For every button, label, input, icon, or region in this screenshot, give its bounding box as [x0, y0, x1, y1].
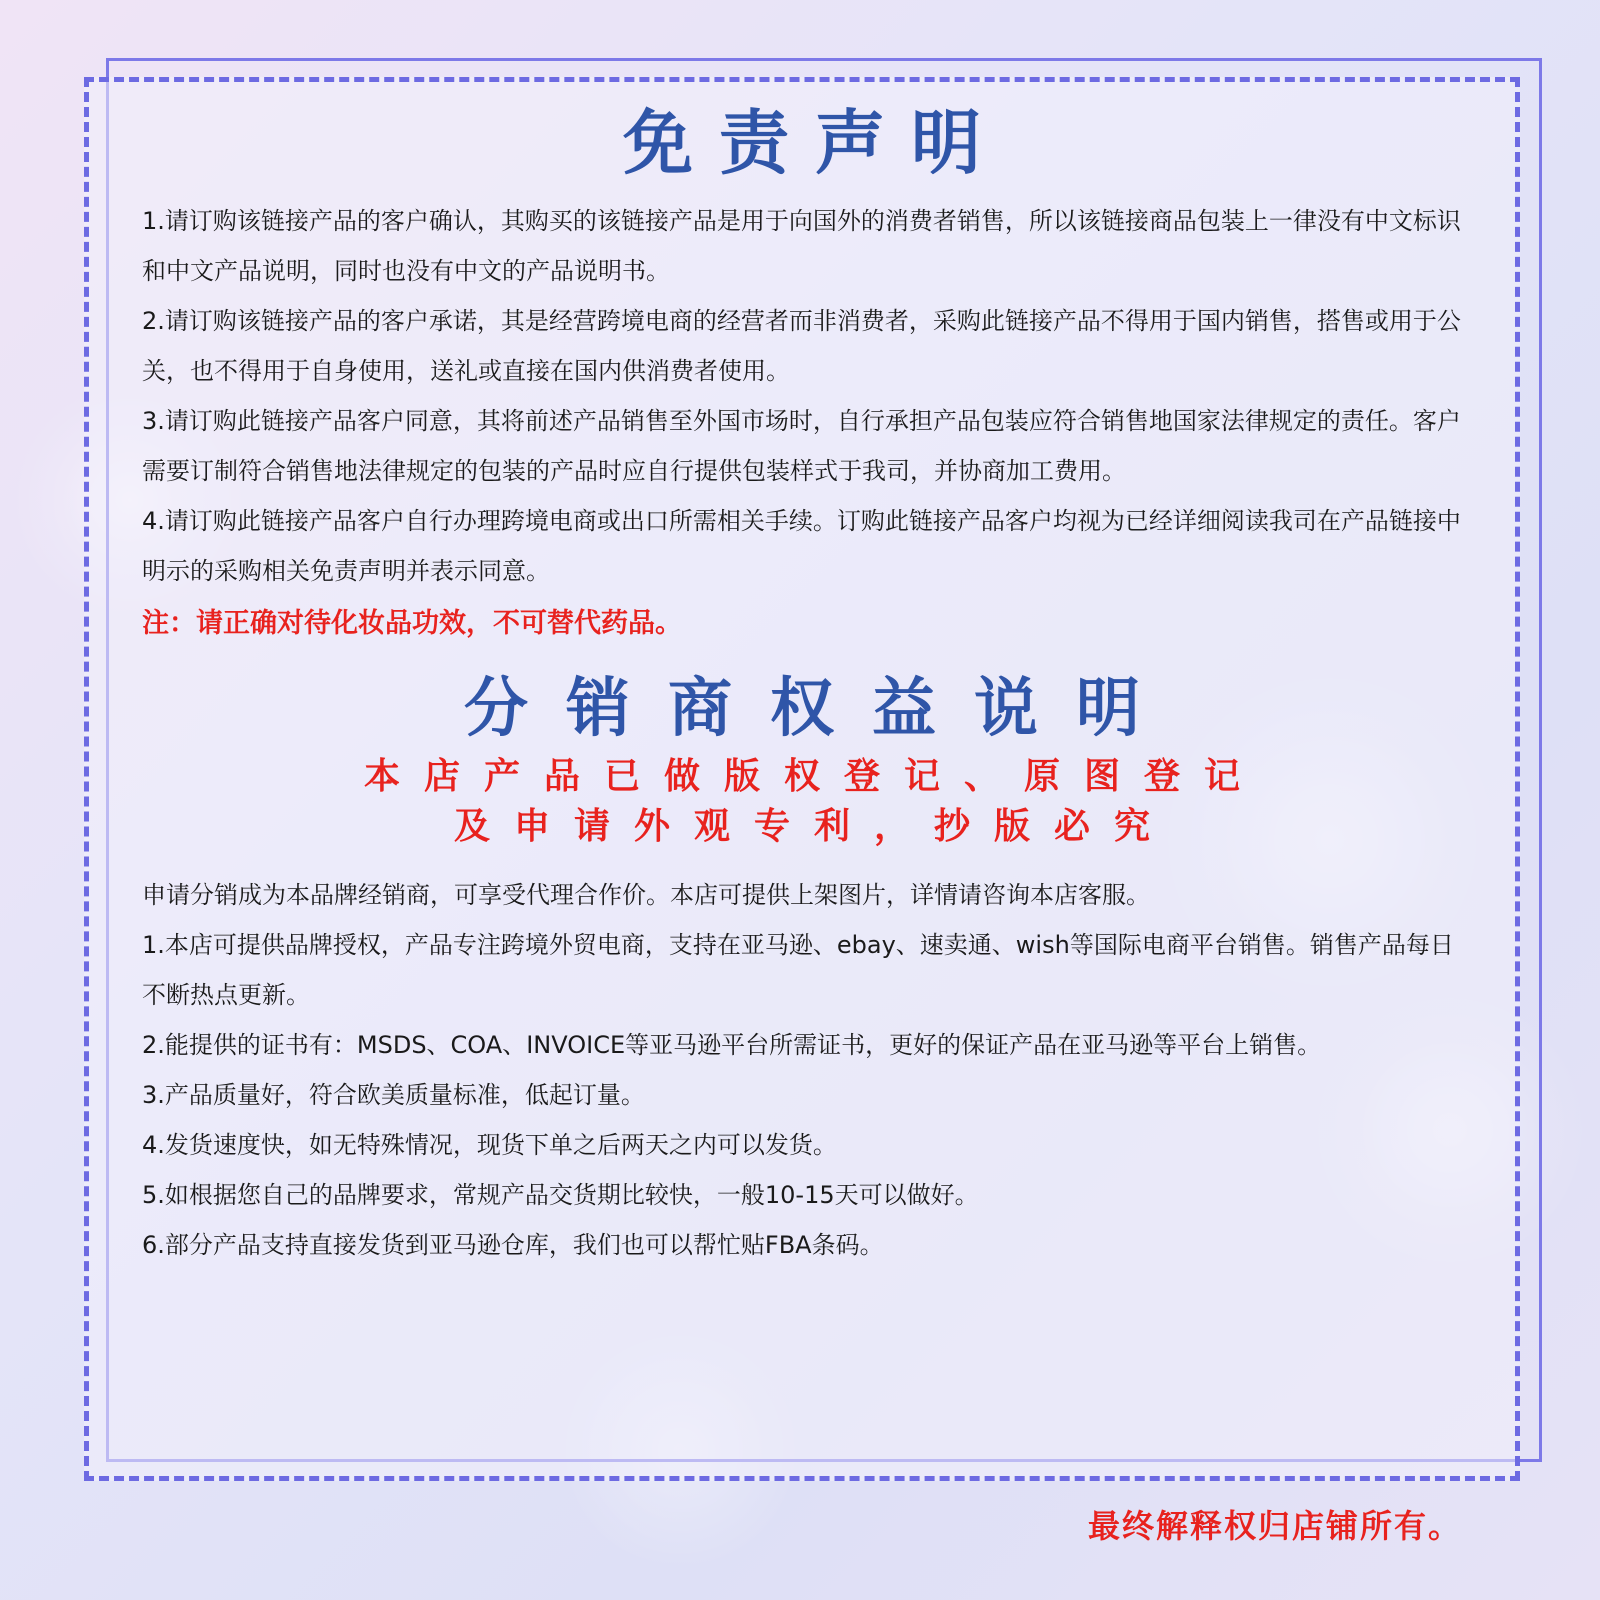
disclaimer-item-1: 1.请订购该链接产品的客户确认，其购买的该链接产品是用于向国外的消费者销售，所以该链接商品包装上一律没有中文标识和中文产品说明，同时也没有中文的产品说明书。	[142, 207, 1461, 285]
distributor-item-2: 2.能提供的证书有：MSDS、COA、INVOICE等亚马逊平台所需证书，更好的保证产品在亚马逊等平台上销售。	[142, 1031, 1322, 1059]
disclaimer-item-4: 4.请订购此链接产品客户自行办理跨境电商或出口所需相关手续。订购此链接产品客户均视为已经详细阅读我司在产品链接中明示的采购相关免责声明并表示同意。	[142, 507, 1461, 585]
disclaimer-item-3: 3.请订购此链接产品客户同意，其将前述产品销售至外国市场时，自行承担产品包装应符合销售地国家法律规定的责任。客户需要订制符合销售地法律规定的包装的产品时应自行提供包装样式于我司，并协商加工费用。	[142, 407, 1461, 485]
disclaimer-title: 免责声明	[623, 102, 1007, 184]
distributor-item-1: 1.本店可提供品牌授权，产品专注跨境外贸电商，支持在亚马逊、ebay、速卖通、wish等国际电商平台销售。销售产品每日不断热点更新。	[142, 931, 1454, 1009]
distributor-title: 分销商权益说明	[464, 672, 1178, 746]
distributor-intro: 申请分销成为本品牌经销商，可享受代理合作价。本店可提供上架图片，详情请咨询本店客服。	[142, 881, 1150, 909]
distributor-item-3: 3.产品质量好，符合欧美质量标准，低起订量。	[142, 1081, 645, 1109]
distributor-section	[142, 870, 1462, 1270]
copyright-notice-line-2: 及申请外观专利，抄版必究	[453, 806, 1174, 847]
notice-content	[142, 98, 1462, 1270]
distributor-item-5: 5.如根据您自己的品牌要求，常规产品交货期比较快，一般10-15天可以做好。	[142, 1181, 979, 1209]
distributor-item-4: 4.发货速度快，如无特殊情况，现货下单之后两天之内可以发货。	[142, 1131, 837, 1159]
final-interpretation-notice: 最终解释权归店铺所有。	[1087, 1507, 1462, 1545]
disclaimer-section	[142, 196, 1462, 652]
disclaimer-item-2: 2.请订购该链接产品的客户承诺，其是经营跨境电商的经营者而非消费者，采购此链接产品不得用于国内销售，搭售或用于公关，也不得用于自身使用，送礼或直接在国内供消费者使用。	[142, 307, 1461, 385]
copyright-notice-line-1: 本店产品已做版权登记、原图登记	[363, 756, 1264, 797]
cosmetics-warning-note: 注：请正确对待化妆品功效，不可替代药品。	[142, 608, 682, 639]
distributor-item-6: 6.部分产品支持直接发货到亚马逊仓库，我们也可以帮忙贴FBA条码。	[142, 1231, 884, 1259]
